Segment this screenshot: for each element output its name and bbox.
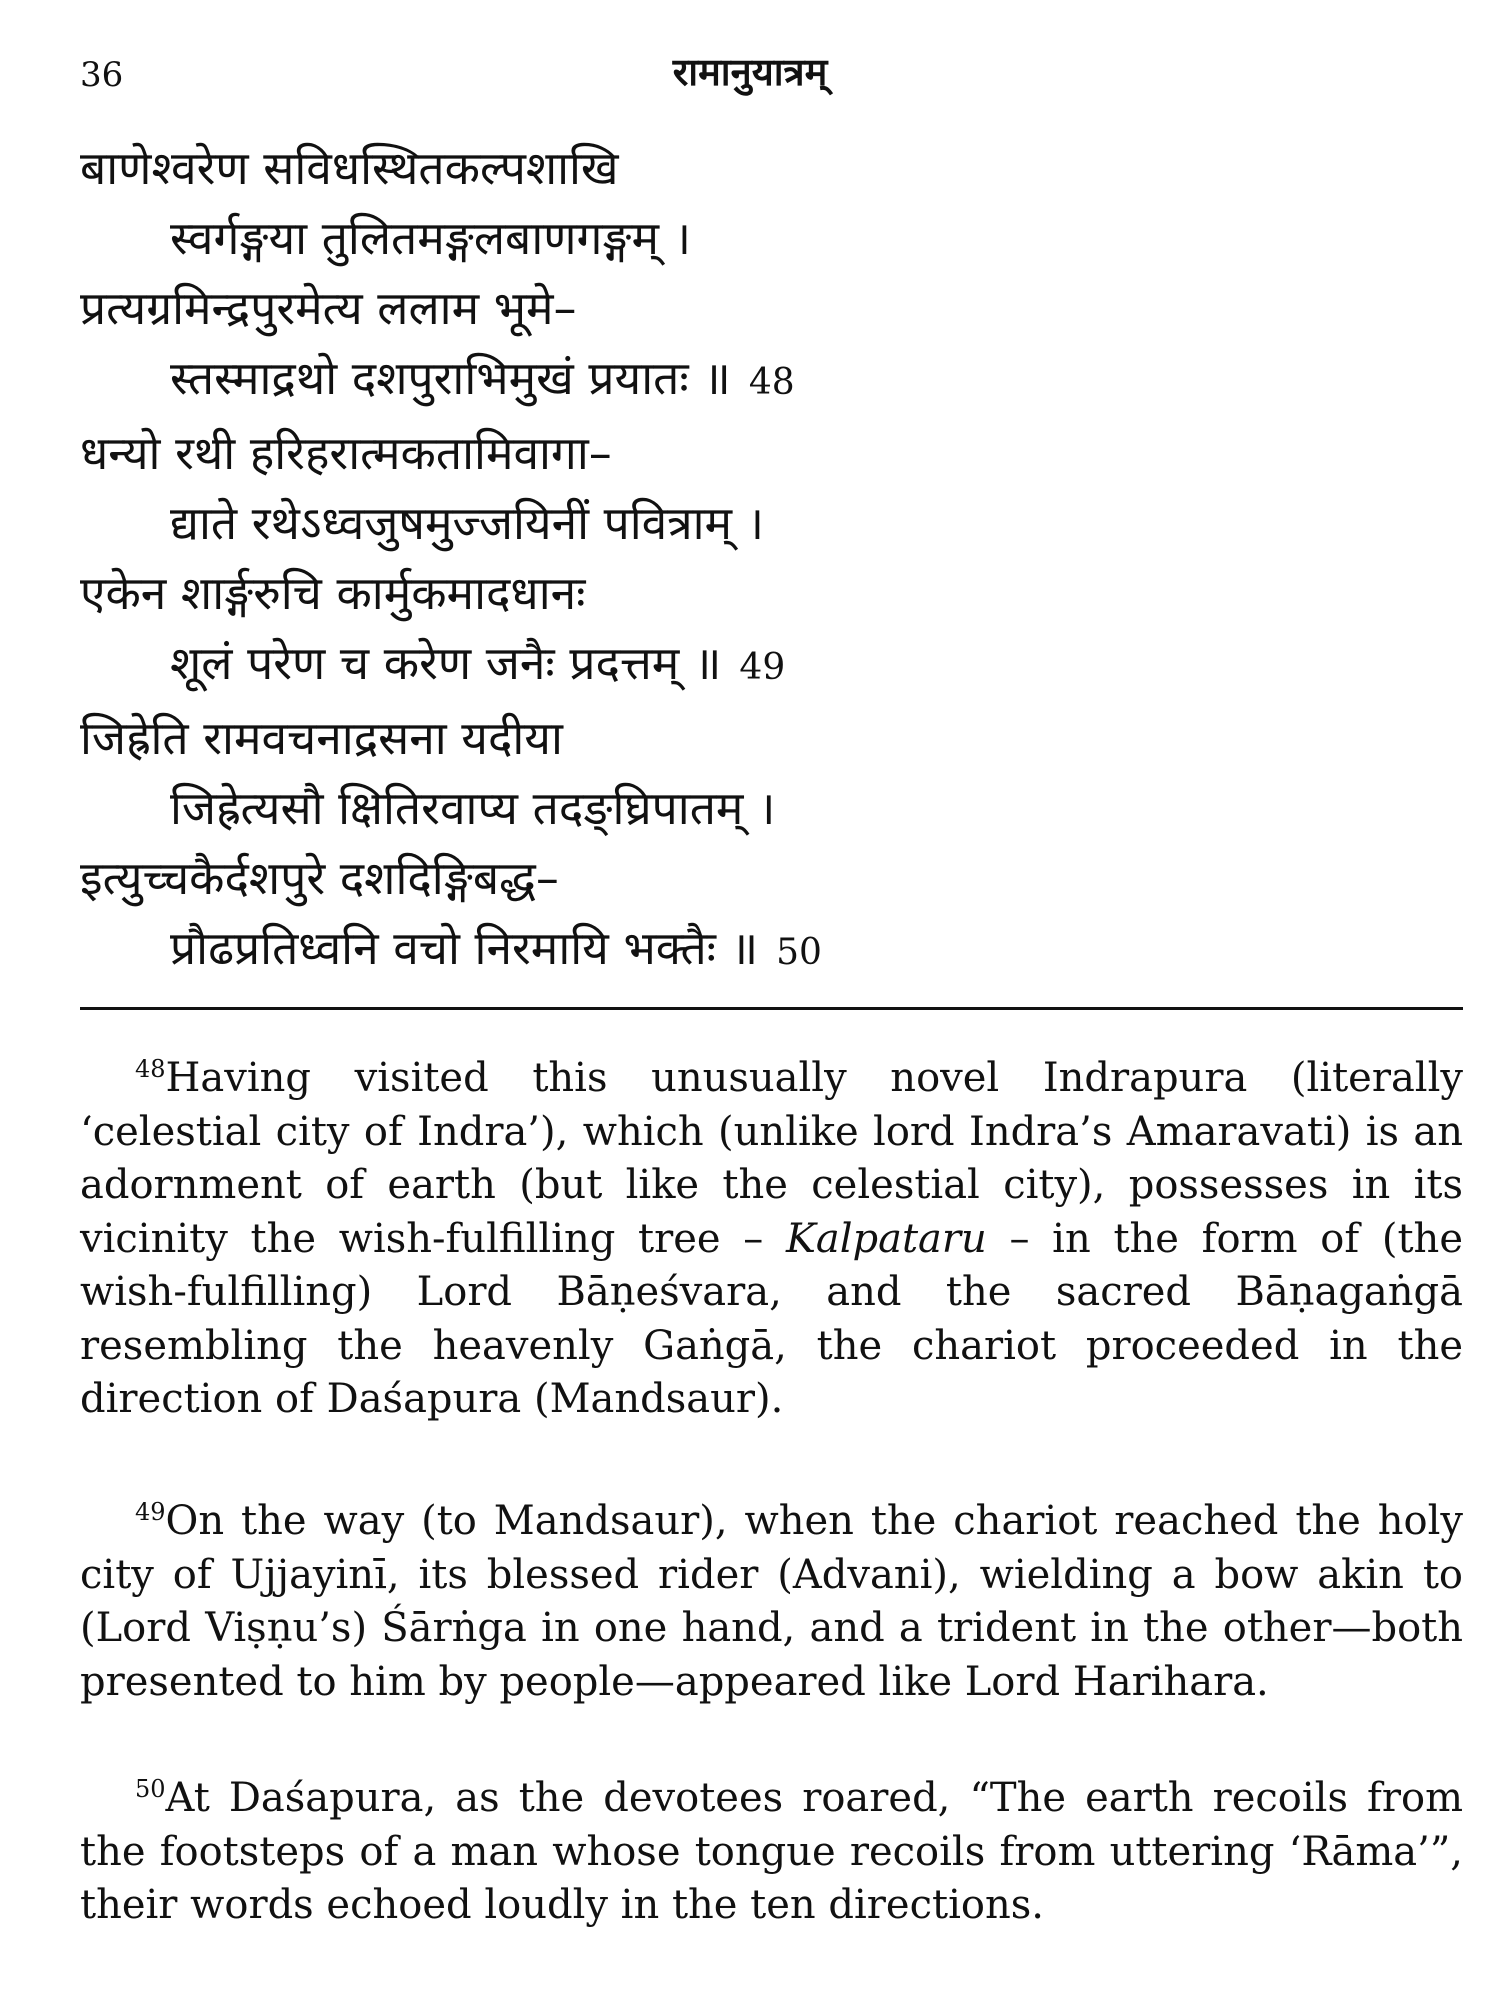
footnote-divider xyxy=(80,1007,1463,1010)
running-title: रामानुयात्रम् xyxy=(672,50,828,94)
note-48 xyxy=(80,1052,1463,1427)
verse-48-text: स्तस्माद्रथो दशपुराभिमुखं प्रयातः ॥ xyxy=(170,351,731,405)
note-50-number: 50 xyxy=(135,1775,166,1803)
verse-50-text: प्रौढप्रतिध्वनि वचो निरमायि भक्तैः ॥ xyxy=(170,921,759,975)
verse-50-number: 50 xyxy=(776,932,822,973)
verse-50-line-2: जिह्रेत्यसौ क्षितिरवाप्य तदङ्घ्रिपातम् । xyxy=(170,781,776,835)
note-48-italic: Kalpataru xyxy=(786,1215,987,1262)
verse-50-line-1: जिह्रेति रामवचनाद्रसना यदीया xyxy=(80,711,563,765)
note-50 xyxy=(80,1772,1463,1933)
note-48-text-b: – in the form of (the wish-fulfilling) Lord Bāṇeśvara, and the sacred Bāṇagaṅgā resembling the heavenly Gaṅgā, the chariot proceeded in the direction of Daśapura (Mandsaur). xyxy=(80,1215,1463,1422)
verse-49-number: 49 xyxy=(739,647,786,688)
verse-48-line-4 xyxy=(170,350,795,411)
page-number: 36 xyxy=(80,55,124,95)
verse-48-number: 48 xyxy=(748,362,795,403)
verse-48-line-1: बाणेश्वरेण सविधस्थितकल्पशाखि xyxy=(80,141,619,195)
verse-48-line-3: प्रत्यग्रमिन्द्रपुरमेत्य ललाम भूमे– xyxy=(80,281,577,335)
verse-50-line-3: इत्युच्चकैर्दशपुरे दशदिङ्गिबद्ध– xyxy=(80,851,559,905)
note-50-text: At Daśapura, as the devotees roared, “The earth recoils from the footsteps of a man whose tongue recoils from uttering ‘Rāma’”, their words echoed loudly in the ten directions. xyxy=(80,1775,1463,1928)
note-48-number: 48 xyxy=(135,1055,166,1083)
note-49 xyxy=(80,1495,1463,1709)
verse-50-line-4 xyxy=(170,920,822,981)
verse-49-line-1: धन्यो रथी हरिहरात्मकतामिवागा– xyxy=(80,426,612,480)
verse-49-line-3: एकेन शार्ङ्गरुचि कार्मुकमादधानः xyxy=(80,566,586,620)
verse-49-line-2: द्याते रथेऽध्वजुषमुज्जयिनीं पवित्राम् । xyxy=(170,496,765,550)
note-49-number: 49 xyxy=(135,1498,166,1526)
note-48-text-a: Having visited this unusually novel Indrapura (literally ‘celestial city of Indra’), which (unlike lord Indra’s Amaravati) is an adornment of earth (but like the celestial city), possesses in its vicinity the wish-fulfilling tree – xyxy=(80,1055,1463,1262)
note-49-text: On the way (to Mandsaur), when the chariot reached the holy city of Ujjayinī, its blessed rider (Advani), wielding a bow akin to (Lord Viṣṇu’s) Śārṅga in one hand, and a trident in the other—both presented to him by people—appeared like Lord Harihara. xyxy=(80,1498,1463,1705)
verse-49-line-4 xyxy=(170,635,785,696)
verse-48-line-2: स्वर्गङ्गया तुलितमङ्गलबाणगङ्गम् । xyxy=(170,211,692,265)
verse-49-text: शूलं परेण च करेण जनैः प्रदत्तम् ॥ xyxy=(170,636,722,690)
